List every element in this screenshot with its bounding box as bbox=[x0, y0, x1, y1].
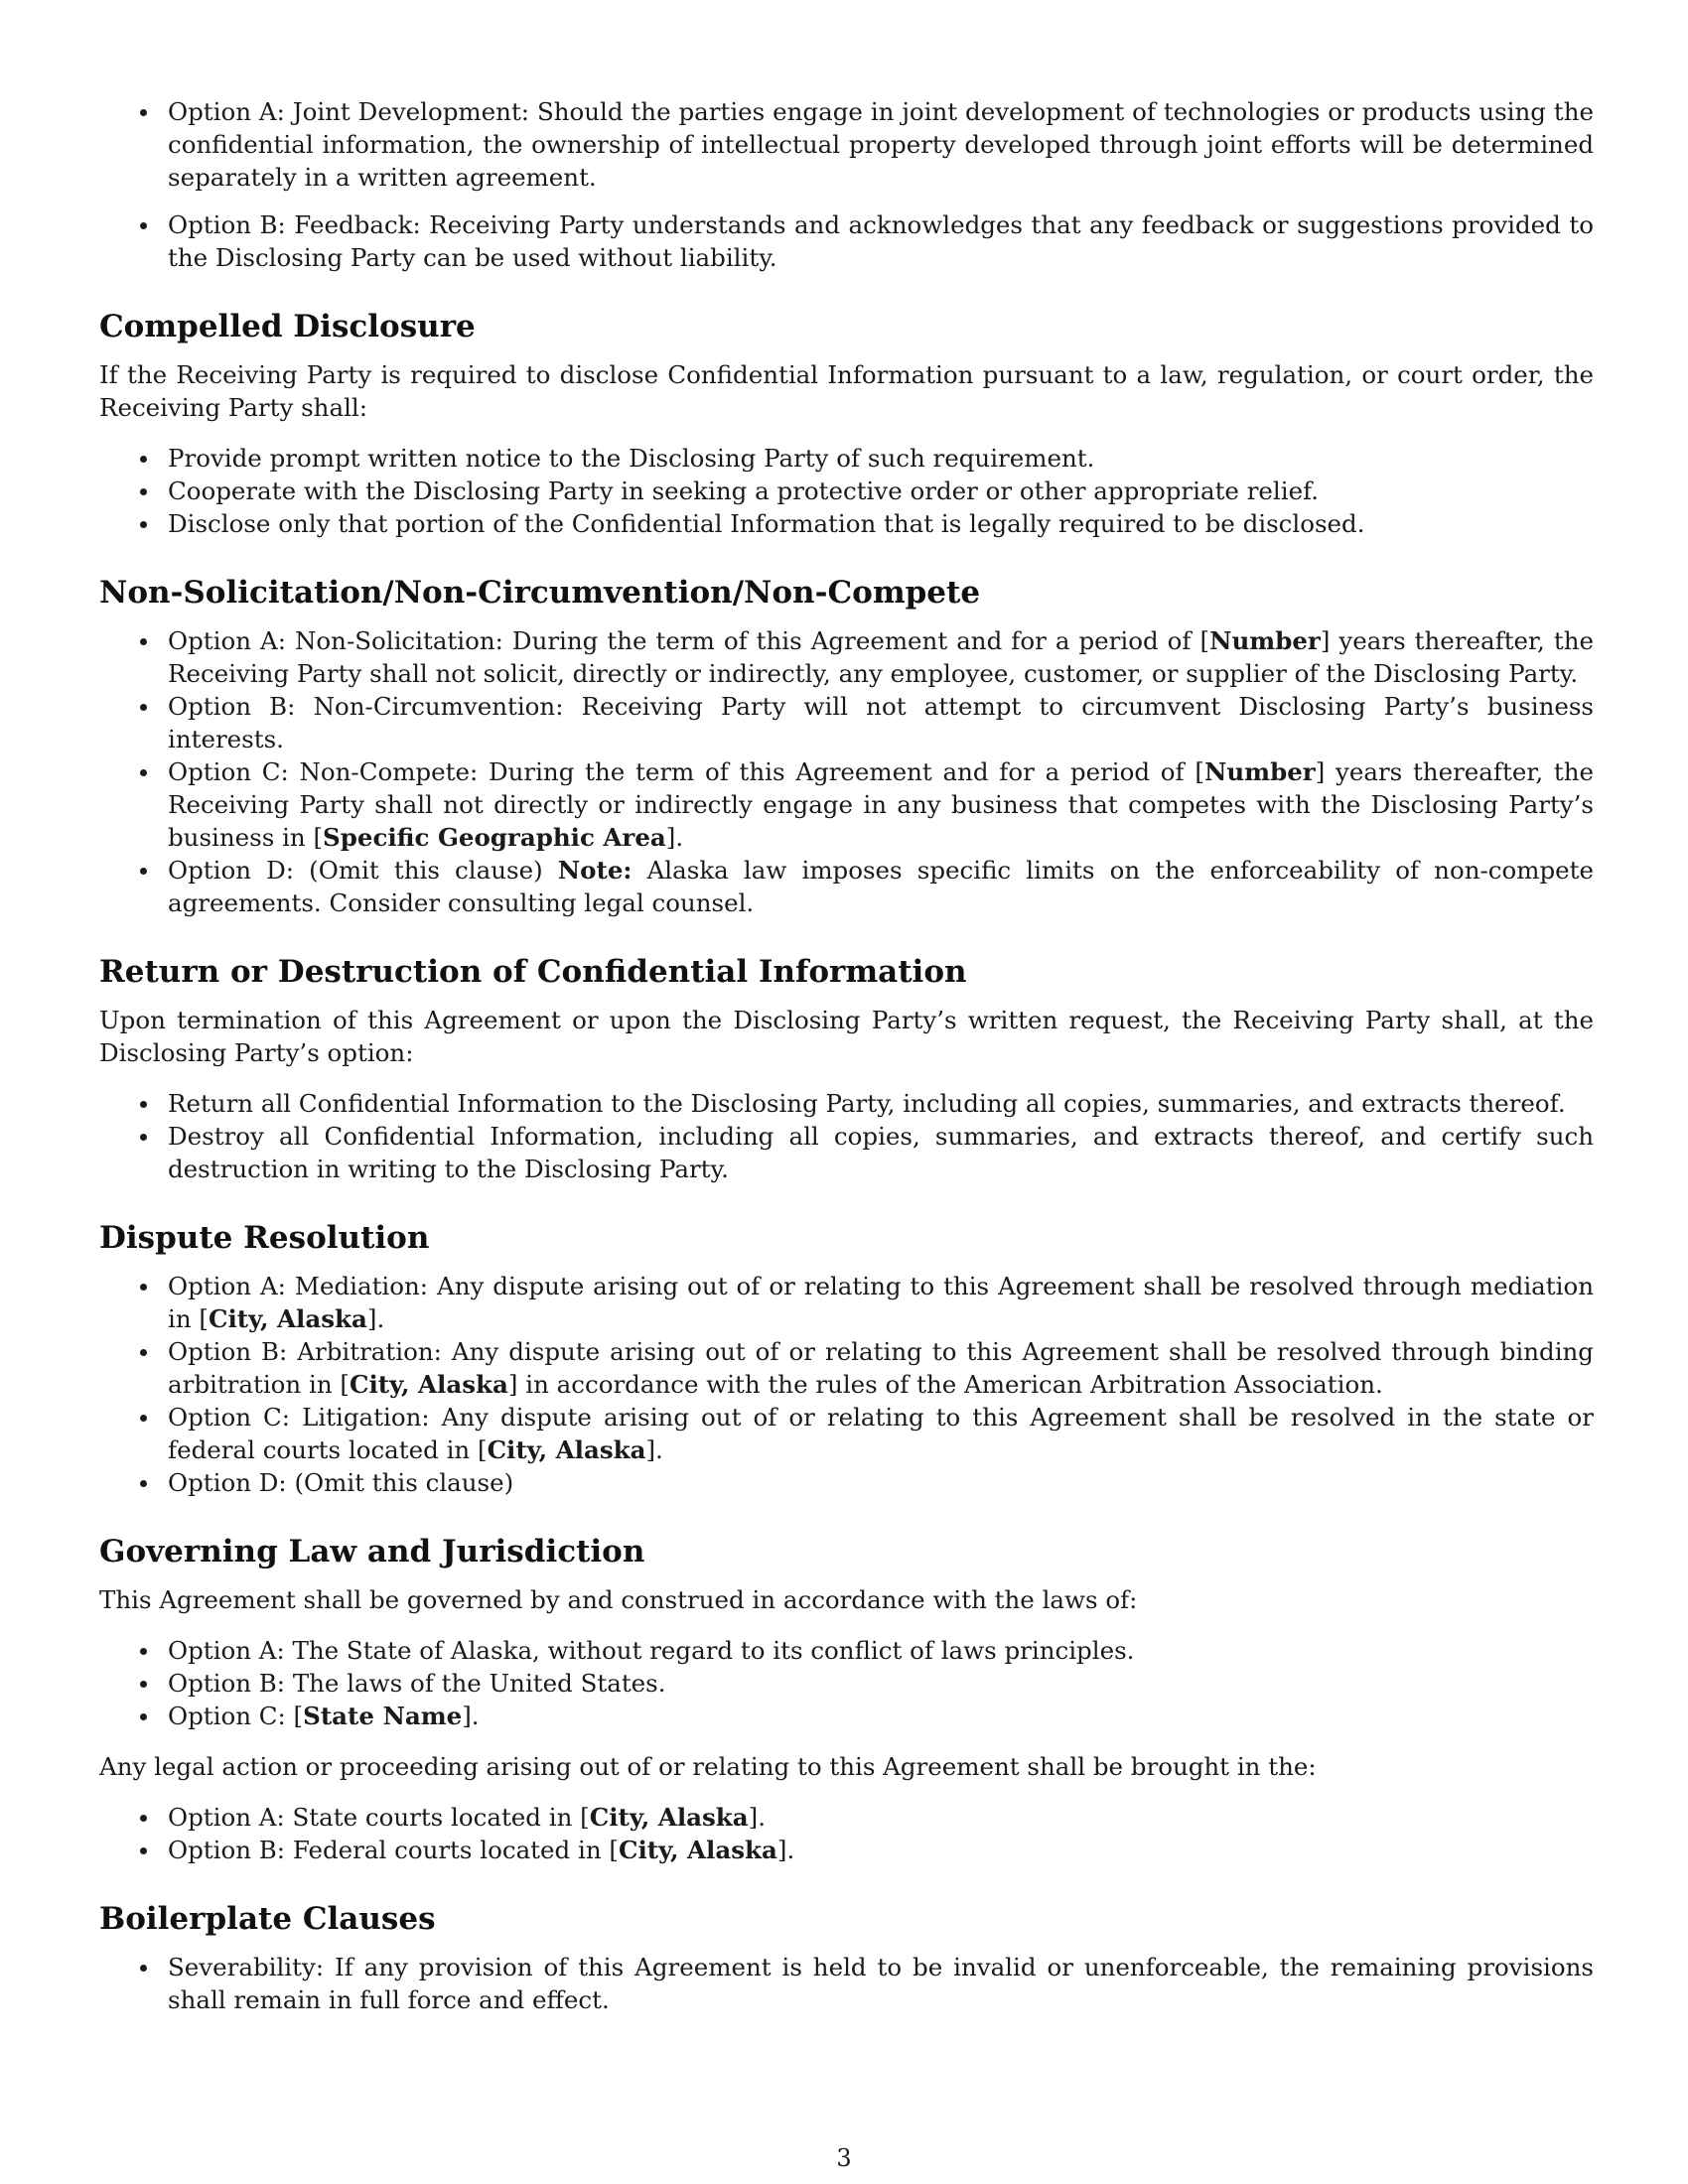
list-item-text: ] years thereafter, the Receiving Party shall not solicit, directly or indirectly, any employee, customer, or supplier of the Disclosing Party. bbox=[168, 626, 1594, 688]
section-title-return-destruction: Return or Destruction of Confidential Information bbox=[99, 954, 967, 990]
list-item bbox=[99, 1466, 1594, 1499]
section-title-boilerplate: Boilerplate Clauses bbox=[99, 1901, 436, 1937]
compelled-disclosure-intro: If the Receiving Party is required to disclose Confidential Information pursuant to a law, regulation, or court order, the Receiving Party shall: bbox=[99, 360, 1594, 422]
list-item-text: Severability: If any provision of this Agreement is held to be invalid or unenforceable, the remaining provisions shall remain in full force and effect. bbox=[168, 1953, 1594, 2014]
return-destruction-list bbox=[99, 1087, 1594, 1185]
boilerplate-list bbox=[99, 1951, 1594, 2016]
section-title-compelled-disclosure: Compelled Disclosure bbox=[99, 309, 476, 344]
placeholder-city: City, Alaska bbox=[208, 1304, 367, 1333]
governing-law-intro: This Agreement shall be governed by and construed in accordance with the laws of: bbox=[99, 1585, 1138, 1614]
list-item-text: Option A: Mediation: Any dispute arising out of or relating to this Agreement shall be resolved through mediation in [ bbox=[168, 1272, 1594, 1333]
section-title-non-compete: Non-Solicitation/Non-Circumvention/Non-Compete bbox=[99, 575, 981, 611]
list-item bbox=[99, 1120, 1594, 1185]
placeholder-city: City, Alaska bbox=[618, 1836, 777, 1864]
list-item-text: Return all Confidential Information to the Disclosing Party, including all copies, summaries, and extracts thereof. bbox=[168, 1089, 1566, 1118]
list-item bbox=[99, 1270, 1594, 1335]
bullet-icon bbox=[140, 109, 147, 116]
bullet-icon bbox=[140, 1815, 147, 1822]
dispute-resolution-list bbox=[99, 1270, 1594, 1499]
bullet-icon bbox=[140, 1284, 147, 1291]
list-item bbox=[99, 1700, 1594, 1732]
bullet-icon bbox=[140, 1648, 147, 1655]
bullet-icon bbox=[140, 868, 147, 875]
bullet-icon bbox=[140, 222, 147, 229]
bullet-icon bbox=[140, 1480, 147, 1487]
placeholder-number: Number bbox=[1203, 757, 1316, 786]
list-item bbox=[99, 95, 1594, 194]
list-item bbox=[99, 1834, 1594, 1866]
jurisdiction-list bbox=[99, 1801, 1594, 1866]
bullet-icon bbox=[140, 769, 147, 776]
list-item-text: ] years thereafter, the Receiving Party shall not directly or indirectly engage in any business that competes with the Disclosing Party’s business in [ bbox=[168, 757, 1594, 852]
list-item-text: ]. bbox=[665, 823, 684, 852]
bullet-icon bbox=[140, 704, 147, 711]
list-item-text: ]. bbox=[366, 1304, 385, 1333]
list-item-text: ] in accordance with the rules of the American Arbitration Association. bbox=[507, 1370, 1383, 1399]
bullet-icon bbox=[140, 1134, 147, 1141]
list-item bbox=[99, 1335, 1594, 1401]
compelled-disclosure-list bbox=[99, 442, 1594, 540]
bullet-icon bbox=[140, 488, 147, 495]
non-compete-list bbox=[99, 624, 1594, 919]
list-item-text: Option C: Litigation: Any dispute arising out of or relating to this Agreement shall be resolved in the state or federal courts located in [ bbox=[168, 1403, 1594, 1464]
list-item-text: Option B: Non-Circumvention: Receiving Party will not attempt to circumvent Disclosing Party’s business interests. bbox=[168, 692, 1594, 753]
bullet-icon bbox=[140, 1415, 147, 1422]
placeholder-geographic-area: Specific Geographic Area bbox=[323, 823, 666, 852]
list-item bbox=[99, 854, 1594, 919]
list-item-text: Cooperate with the Disclosing Party in seeking a protective order or other appropriate relief. bbox=[168, 477, 1320, 505]
placeholder-number: Number bbox=[1209, 626, 1321, 655]
list-item-text: Disclose only that portion of the Confidential Information that is legally required to be disclosed. bbox=[168, 509, 1365, 538]
placeholder-city: City, Alaska bbox=[349, 1370, 508, 1399]
list-item-text: Option A: Joint Development: Should the parties engage in joint development of technologies or products using the confidential information, the ownership of intellectual property developed through joint efforts will be determined separately in a written agreement. bbox=[168, 97, 1594, 192]
bullet-icon bbox=[140, 1349, 147, 1356]
list-item-text: Option B: Federal courts located in [ bbox=[168, 1836, 619, 1864]
section-title-dispute-resolution: Dispute Resolution bbox=[99, 1220, 430, 1256]
list-item bbox=[99, 690, 1594, 755]
list-item-text: ]. bbox=[776, 1836, 795, 1864]
bullet-icon bbox=[140, 638, 147, 645]
page-number: 3 bbox=[836, 2144, 852, 2172]
list-item-text: ]. bbox=[748, 1803, 767, 1832]
list-item bbox=[99, 1667, 1594, 1700]
list-item bbox=[99, 1801, 1594, 1834]
note-label: Note: bbox=[557, 856, 633, 885]
placeholder-state-name: State Name bbox=[303, 1702, 463, 1730]
list-item bbox=[99, 1634, 1594, 1667]
section-title-governing-law: Governing Law and Jurisdiction bbox=[99, 1534, 645, 1570]
bullet-icon bbox=[140, 521, 147, 528]
bullet-icon bbox=[140, 1847, 147, 1854]
list-item bbox=[99, 1951, 1594, 2016]
list-item bbox=[99, 1401, 1594, 1466]
list-item-text: Option D: (Omit this clause) bbox=[168, 1468, 514, 1497]
list-item-text: Option B: Arbitration: Any dispute arising out of or relating to this Agreement shall be resolved through binding arbitration in [ bbox=[168, 1337, 1594, 1399]
document-page bbox=[99, 95, 1594, 2016]
bullet-icon bbox=[140, 1713, 147, 1720]
list-item-text: Option C: Non-Compete: During the term of this Agreement and for a period of [ bbox=[168, 757, 1204, 786]
governing-law-list bbox=[99, 1634, 1594, 1732]
bullet-icon bbox=[140, 1965, 147, 1972]
list-item-text: Option D: (Omit this clause) bbox=[168, 856, 558, 885]
list-item bbox=[99, 442, 1594, 475]
list-item-text: Option B: The laws of the United States. bbox=[168, 1669, 666, 1698]
list-item bbox=[99, 208, 1594, 274]
list-item bbox=[99, 1087, 1594, 1120]
bullet-icon bbox=[140, 1681, 147, 1688]
list-item bbox=[99, 624, 1594, 690]
list-item-text: Option A: State courts located in [ bbox=[168, 1803, 590, 1832]
feedback-options-list bbox=[99, 208, 1594, 274]
placeholder-city: City, Alaska bbox=[589, 1803, 749, 1832]
bullet-icon bbox=[140, 1101, 147, 1108]
list-item-text: Option C: [ bbox=[168, 1702, 304, 1730]
list-item-text: Alaska law imposes specific limits on the enforceability of non-compete agreements. Consider consulting legal counsel. bbox=[168, 856, 1594, 917]
list-item bbox=[99, 507, 1594, 540]
joint-development-options-list bbox=[99, 95, 1594, 194]
list-item-text: Option A: The State of Alaska, without regard to its conflict of laws principles. bbox=[168, 1636, 1135, 1665]
list-item bbox=[99, 755, 1594, 854]
list-item-text: ]. bbox=[645, 1435, 663, 1464]
return-destruction-intro: Upon termination of this Agreement or upon the Disclosing Party’s written request, the Receiving Party shall, at the Disclosing Party’s option: bbox=[99, 1006, 1594, 1067]
list-item-text: Destroy all Confidential Information, including all copies, summaries, and extracts thereof, and certify such destruction in writing to the Disclosing Party. bbox=[168, 1122, 1594, 1183]
list-item-text: Option A: Non-Solicitation: During the term of this Agreement and for a period of [ bbox=[168, 626, 1210, 655]
list-item-text: Option B: Feedback: Receiving Party understands and acknowledges that any feedback or suggestions provided to the Disclosing Party can be used without liability. bbox=[168, 210, 1594, 272]
list-item-text: ]. bbox=[462, 1702, 480, 1730]
list-item bbox=[99, 475, 1594, 507]
placeholder-city: City, Alaska bbox=[487, 1435, 646, 1464]
jurisdiction-intro: Any legal action or proceeding arising out of or relating to this Agreement shall be brought in the: bbox=[99, 1752, 1317, 1781]
bullet-icon bbox=[140, 456, 147, 463]
list-item-text: Provide prompt written notice to the Disclosing Party of such requirement. bbox=[168, 444, 1095, 473]
